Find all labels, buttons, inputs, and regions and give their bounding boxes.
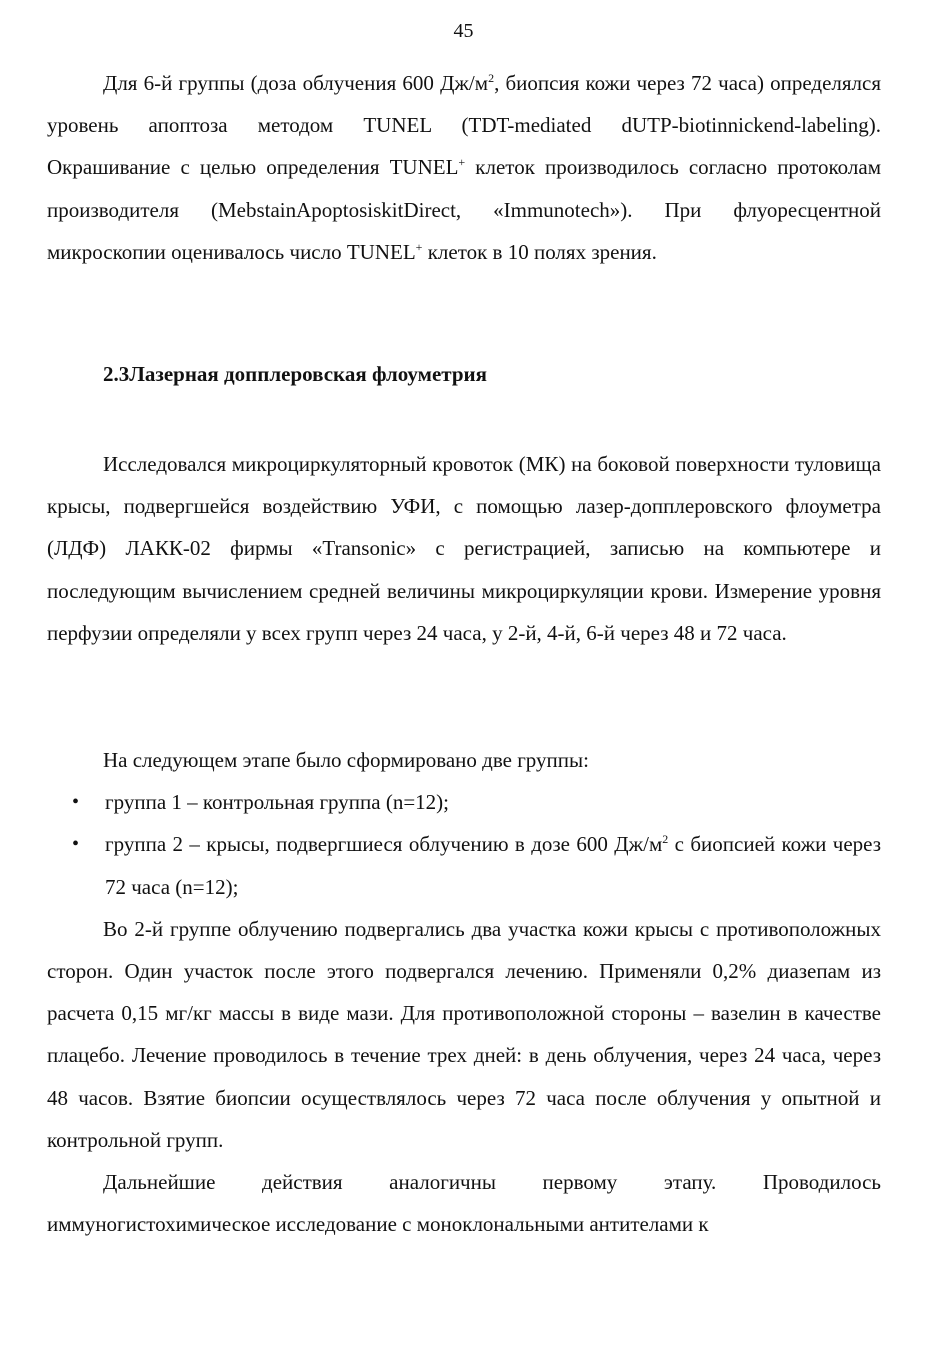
superscript-plus: + — [415, 239, 423, 254]
bullet2-text-a: группа 2 – крысы, подвергшиеся облучению в дозе 600 Дж/м — [105, 832, 663, 857]
page-number: 45 — [453, 20, 474, 42]
para4-text: Во 2-й группе облучению подвергались два участка кожи крысы с противоположных сторон. Один участок после этого подвергался лечению. Применяли 0,2% диазепам из расчета 0,15 мг/кг массы в виде мази. Для противоположной стороны – вазелин в качестве плацебо. Лечение проводилось в течение трех дней: в день облучения, через 24 часа, через 48 часов. Взятие биопсии осуществлялось через 72 часа после облучения у опытной и контрольной групп. — [47, 916, 881, 1152]
bullet-icon: • — [72, 791, 80, 814]
superscript-squared: 2 — [662, 832, 669, 847]
list-item — [47, 823, 881, 907]
bullet1-text: группа 1 – контрольная группа (n=12); — [105, 790, 449, 815]
para2-text: Исследовался микроциркуляторный кровоток (МК) на боковой поверхности туловища крысы, подвергшейся воздействию УФИ, с помощью лазер-допплеровского флоуметра (ЛДФ) ЛАКК-02 фирмы «Transonic» с регистрацией, записью на компьютере и последующим вычислением средней величины микроциркуляции крови. Измерение уровня перфузии определяли у всех групп через 24 часа, у 2-й, 4-й, 6-й через 48 и 72 часа. — [47, 452, 881, 645]
groups-section — [47, 739, 881, 1245]
para1-text-d: клеток в 10 полях зрения. — [422, 239, 657, 264]
list-item — [47, 781, 881, 823]
bullet2-text-b: с биопсией кожи через 72 часа (n=12); — [105, 832, 882, 899]
groups-list — [47, 781, 881, 908]
para5-text: Дальнейшие действия аналогичны первому этапу. Проводилось иммуногистохимическое исследование с моноклональными антителами к — [47, 1170, 881, 1237]
para1-text-a: Для 6-й группы (доза облучения 600 Дж/м — [103, 71, 489, 95]
section-heading: 2.3Лазерная допплеровская флоуметрия — [103, 362, 487, 386]
superscript-plus: + — [458, 155, 466, 170]
para1-text-b: , биопсия кожи через 72 часа) определялся уровень апоптоза методом TUNEL (TDT-mediated dUTP-biotinnickend-labeling). Окрашивание с целью определения TUNEL — [47, 71, 881, 180]
groups-intro: На следующем этапе было сформировано две группы: — [103, 748, 589, 772]
para1-text-c: клеток производилось согласно протоколам производителя (MebstainApoptosiskitDirect, «Immunotech»). При флуоресцентной микроскопии оценивалось число TUNEL — [47, 155, 881, 264]
paragraph-ldf — [47, 443, 881, 654]
superscript-squared: 2 — [488, 71, 495, 85]
bullet-icon: • — [72, 833, 80, 856]
paragraph-tunel-method — [47, 62, 881, 273]
